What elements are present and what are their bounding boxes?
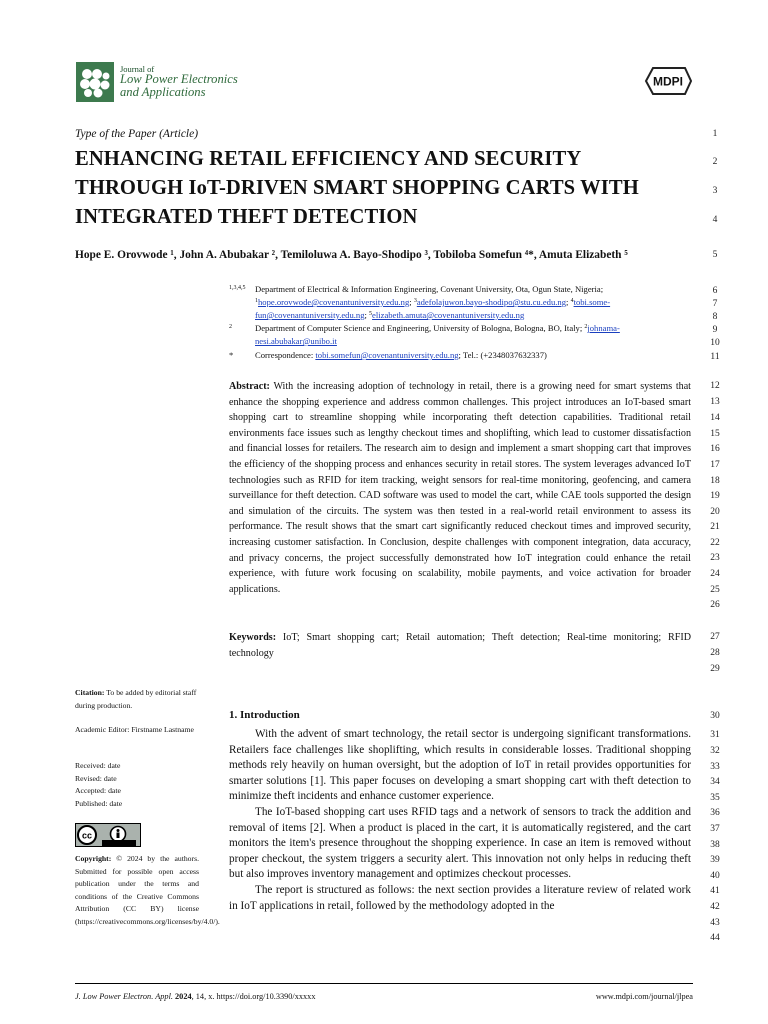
author-list: Hope E. Orovwode ¹, John A. Abubakar ², Temiloluwa A. Bayo-Shodipo ³, Tobiloba Somefun ⁴*, Amuta Elizabeth ⁵	[75, 249, 628, 261]
line-number: 25	[710, 585, 720, 595]
line-number: 23	[710, 553, 720, 563]
title-line-1: ENHANCING RETAIL EFFICIENCY AND SECURITY	[75, 148, 582, 170]
journal-name	[120, 73, 280, 99]
abstract-text: With the increasing adoption of technology in retail, there is a growing need for smart systems that enhance the shopping experience and address common challenges. This project introduces an IoT-based smart shopping cart to streamline shopping while incorporating theft detection capabilities. Traditional retail environments face issues such as lengthy checkout times and shoplifting, which lead to customer dissatisfaction and financial losses for retailers. The research aim to design and implement a smart shopping cart that improves the efficiency of the shopping process and enhances security in retail stores. The system leverages advanced IoT technologies such as RFID for item tracking, weight sensors for real-time monitoring, geofencing, and camera surveillance for theft detection. CAD software was used to model the cart, while CAE tools supported the design and simulation of the circuits. The system was then tested in a real-world retail environment to assess its performance. The result shows that the smart cart significantly reduced checkout times and improved security, increasing customer satisfaction. In Conclusion, despite challenges with component integration, data accuracy, and privacy concerns, the project successfully demonstrated how IoT integration could enhance the retail experience, with future work focusing on scalability, mobile payments, and voice activation for broader applications.	[229, 381, 691, 595]
abstract-label: Abstract:	[229, 381, 270, 392]
line-number: 21	[710, 522, 720, 532]
journal-name-line-2: and Applications	[120, 85, 206, 99]
keywords-label: Keywords:	[229, 632, 277, 643]
mdpi-logo	[644, 66, 692, 96]
academic-editor: Academic Editor: Firstname Lastname	[75, 725, 194, 734]
line-number: 34	[710, 777, 720, 787]
affiliation-2-marker: 2	[229, 324, 232, 330]
published-date: Published: date	[75, 798, 123, 808]
affiliation-1-emails-cont: fun@covenantuniversity.edu.ng; $^5$elizabeth.amuta@covenantuniversity.edu.ng	[255, 310, 525, 320]
line-number: 31	[710, 730, 720, 740]
line-number: 7	[712, 299, 718, 309]
line-number: 32	[710, 746, 720, 756]
abstract	[229, 379, 691, 597]
mdpi-logo-text: MDPI	[653, 74, 683, 89]
journal-of-label: Journal of	[120, 64, 155, 74]
citation-note	[75, 687, 199, 712]
line-number: 15	[710, 429, 720, 439]
line-number: 40	[710, 871, 720, 881]
correspondence-marker: *	[229, 350, 234, 360]
line-number: 18	[710, 476, 720, 486]
affiliation-2: $^2$ Department of Computer Science and Engineering, University of Bologna, Bologna, BO, Italy; $^2$johnama-	[229, 323, 620, 333]
email-link-1[interactable]: hope.orovwode@covenantuniversity.edu.ng	[258, 297, 410, 307]
line-number: 11	[710, 352, 720, 362]
email-link-4-part1[interactable]: tobi.some-	[573, 297, 611, 307]
intro-paragraph-3: The report is structured as follows: the next section provides a literature review of related work in IoT applications in retail, followed by the methodology adopted in the	[229, 883, 691, 912]
introduction-body	[229, 727, 691, 914]
line-number: 6	[712, 286, 718, 296]
line-number: 17	[710, 460, 720, 470]
cc-by-license-badge[interactable]	[75, 823, 141, 847]
line-number: 44	[710, 933, 720, 943]
line-number: 16	[710, 444, 720, 454]
email-link-4-part2[interactable]: fun@covenantuniversity.edu.ng	[255, 310, 365, 320]
journal-logo	[76, 62, 114, 102]
footer-citation	[75, 992, 315, 1001]
line-number: 3	[712, 186, 718, 196]
correspondence	[229, 349, 547, 362]
line-number: 37	[710, 824, 720, 834]
line-number: 30	[710, 711, 720, 721]
journal-name-line-1: Low Power Electronics	[120, 72, 238, 86]
line-number: 26	[710, 600, 720, 610]
correspondence-tel: ; Tel.: (+2348037632337)	[458, 350, 547, 360]
citation-label: Citation:	[75, 688, 105, 697]
line-number: 13	[710, 397, 720, 407]
correspondence-label: Correspondence:	[255, 350, 314, 360]
title-line-3: INTEGRATED THEFT DETECTION	[75, 206, 418, 228]
line-number: 39	[710, 855, 720, 865]
line-number: 27	[710, 632, 720, 642]
affiliation-1-marker: 1,3,4,5	[229, 285, 246, 291]
line-number: 42	[710, 902, 720, 912]
line-number: 28	[710, 648, 720, 658]
paper-type: Type of the Paper (Article)	[75, 128, 199, 140]
line-number: 4	[712, 215, 718, 225]
paper-title	[75, 145, 695, 232]
citation-text: To be added by editorial staff during production.	[75, 688, 197, 710]
line-number: 19	[710, 491, 720, 501]
line-number: 12	[710, 381, 720, 391]
line-number: 43	[710, 918, 720, 928]
footer-year: 2024	[175, 992, 192, 1001]
line-number: 35	[710, 793, 720, 803]
line-number: 33	[710, 762, 720, 772]
keywords	[229, 630, 691, 661]
line-number: 29	[710, 664, 720, 674]
footer-divider	[75, 983, 693, 984]
attribution-icon	[117, 833, 120, 839]
revised-date: Revised: date	[75, 773, 117, 783]
line-number: 10	[710, 338, 720, 348]
line-number: 2	[712, 157, 718, 167]
affiliation-1-emails: $^1$hope.orovwode@covenantuniversity.edu.ng; $^3$adefolajuwon.bayo-shodipo@stu.cu.edu.ng; $^4$tobi.some-	[255, 297, 611, 307]
keywords-text: IoT; Smart shopping cart; Retail automation; Theft detection; Real-time monitoring; RFID technology	[229, 632, 691, 659]
email-link-2-part1[interactable]: johnama-	[587, 323, 620, 333]
line-number: 5	[712, 250, 718, 260]
intro-paragraph-2: The IoT-based shopping cart uses RFID tags and a network of sensors to track the addition and removal of items [2]. When a product is placed in the cart, it is automatically registered, and the cart monitors the item's presence throughout the shopping experience. In case an item is removed without proper checkout, the system triggers a security alert. This innovation not only helps in reducing theft but also improves inventory management and optimizes checkout processes.	[229, 805, 691, 881]
line-number: 22	[710, 538, 720, 548]
line-number: 20	[710, 507, 720, 517]
line-number: 8	[712, 312, 718, 322]
affiliation-2-text: Department of Computer Science and Engineering, University of Bologna, Bologna, BO, Italy;	[255, 323, 583, 333]
footer-volume-doi: , 14, x. https://doi.org/10.3390/xxxxx	[191, 992, 316, 1001]
email-link-5[interactable]: elizabeth.amuta@covenantuniversity.edu.ng	[372, 310, 525, 320]
publication-dates	[75, 760, 199, 810]
line-number: 38	[710, 840, 720, 850]
copyright-label: Copyright:	[75, 854, 112, 863]
section-heading-introduction: 1. Introduction	[229, 709, 300, 721]
line-number: 24	[710, 569, 720, 579]
affiliation-2-emails-cont	[229, 335, 337, 348]
line-number: 9	[712, 325, 718, 335]
copyright-text: © 2024 by the authors. Submitted for possible open access publication under the terms and conditions of the Creative Commons Attribution (CC BY) license (https://creativecommons.org/licenses/by/4.0/).	[75, 854, 220, 926]
email-link-2-part2[interactable]: nesi.abubakar@unibo.it	[255, 336, 337, 346]
cc-icon: cc	[81, 830, 93, 841]
intro-paragraph-1: With the advent of smart technology, the retail sector is undergoing significant transformations. Retailers face challenges like shoplifting, which results in considerable losses. Traditional shopping methods rely heavily on human oversight, but the adoption of IoT in retail provides opportunities for smarter solutions [1]. This paper focuses on developing a smart shopping cart with theft detection to minimize theft incidents and enhance customer experience.	[229, 728, 691, 803]
title-line-2: THROUGH IoT-DRIVEN SMART SHOPPING CARTS WITH	[75, 177, 639, 199]
email-link-3[interactable]: adefolajuwon.bayo-shodipo@stu.cu.edu.ng	[416, 297, 567, 307]
accepted-date: Accepted: date	[75, 786, 121, 795]
line-number: 1	[712, 129, 718, 139]
copyright-note	[75, 853, 220, 928]
footer-journal-abbr: J. Low Power Electron. Appl.	[75, 992, 173, 1001]
line-number: 41	[710, 886, 720, 896]
footer-journal-url[interactable]: www.mdpi.com/journal/jlpea	[595, 992, 693, 1001]
affiliation-1-text: Department of Electrical & Information Engineering, Covenant University, Ota, Ogun State, Nigeria;	[255, 284, 604, 294]
received-date: Received: date	[75, 761, 121, 770]
correspondence-email-link[interactable]: tobi.somefun@covenantuniversity.edu.ng	[315, 350, 459, 360]
line-number: 36	[710, 808, 720, 818]
affiliation-1	[229, 283, 603, 296]
line-number: 14	[710, 413, 720, 423]
